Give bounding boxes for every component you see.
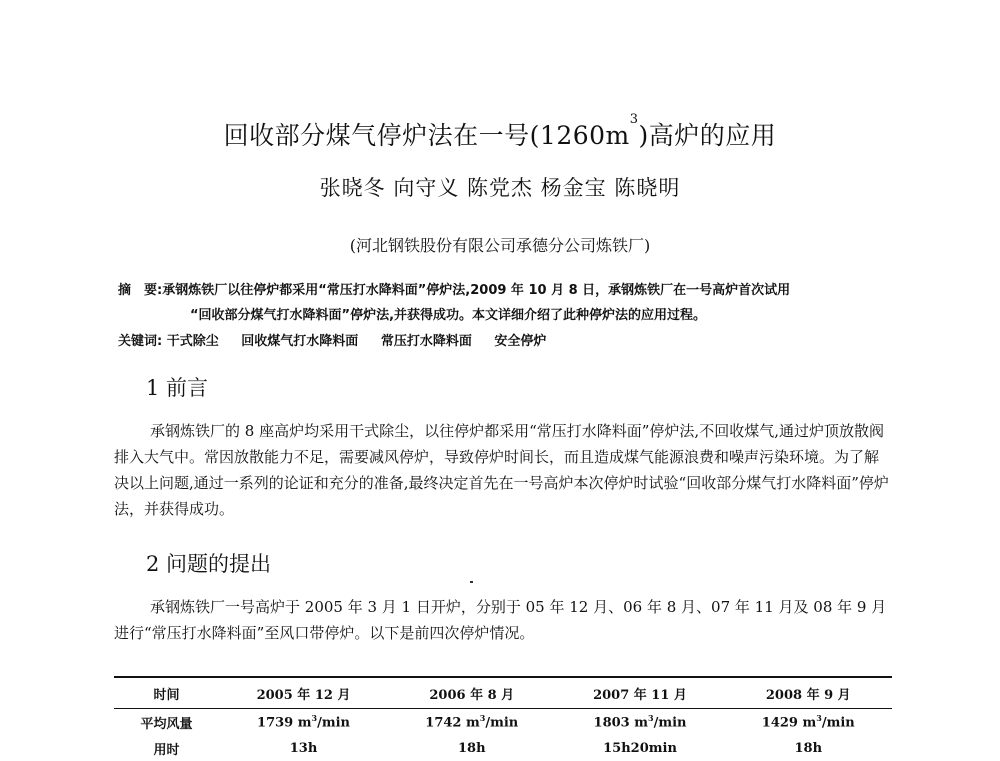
abstract-line-1: 承钢炼铁厂以往停炉都采用“常压打水降料面”停炉法,2009 年 10 月 8 日，承钢炼铁厂在一号高炉首次试用 bbox=[162, 283, 791, 298]
section-2-heading: 2 问题的提出 bbox=[146, 552, 272, 576]
keyword: 回收煤气打水降料面 bbox=[241, 334, 359, 349]
keyword: 常压打水降料面 bbox=[380, 334, 472, 349]
table-header-cell: 2006 年 8 月 bbox=[388, 677, 555, 709]
table-cell: 1429 $m^3/\min$ bbox=[761, 713, 855, 731]
table-header-cell: 2007 年 11 月 bbox=[555, 677, 724, 709]
scan-speck bbox=[470, 581, 473, 583]
table-cell: 18h bbox=[794, 740, 823, 756]
abstract-line-2: “回收部分煤气打水降料面”停炉法,并获得成功。本文详细介绍了此种停炉法的应用过程。 bbox=[190, 308, 707, 323]
table-row bbox=[114, 735, 892, 761]
table-cell: 18h bbox=[458, 740, 486, 756]
table-header-cell: 2005 年 12 月 bbox=[219, 677, 388, 709]
table-cell: 1742 $m^3/\min$ bbox=[425, 713, 519, 731]
table-cell: 1803 $m^3/\min$ bbox=[593, 713, 687, 731]
authors: 张晓冬 向守义 陈党杰 杨金宝 陈晓明 bbox=[319, 176, 681, 200]
table-header-row bbox=[114, 677, 892, 709]
keyword: 干式除尘 bbox=[166, 334, 219, 349]
section-1-heading: 1 前言 bbox=[146, 376, 209, 400]
table-header-cell: 2008 年 9 月 bbox=[725, 677, 892, 709]
table-row-label: 用时 bbox=[153, 742, 180, 758]
section-1-paragraph: 承钢炼铁厂的 8 座高炉均采用干式除尘，以往停炉都采用“常压打水降料面”停炉法,不回收煤气,通过炉顶放散阀排入大气中。常因放散能力不足，需要减风停炉，导致停炉时间长，而且造成煤气能源浪费和噪声污染环境。为了解决以上问题,通过一系列的论证和充分的准备,最终决定首先在一号高炉本次停炉时试验“回收部分煤气打水降料面”停炉法，并获得成功。 bbox=[114, 422, 889, 518]
keyword: 安全停炉 bbox=[494, 334, 547, 349]
table-cell: 1739 $m^3/\min$ bbox=[257, 713, 350, 731]
table-cell: 15h20min bbox=[603, 740, 677, 756]
table-header-cell: 时间 bbox=[114, 677, 219, 709]
section-2-paragraph: 承钢炼铁厂一号高炉于 2005 年 3 月 1 日开炉，分别于 05 年 12 月、06 年 8 月、07 年 11 月及 08 年 9 月进行“常压打水降料面”至风口带停炉。以下是前四次停炉情况。 bbox=[114, 598, 887, 642]
table-row bbox=[114, 709, 892, 736]
table-cell: 13h bbox=[289, 740, 318, 756]
keywords-label: 关键词: bbox=[118, 334, 163, 349]
paper-title: 回收部分煤气停炉法在一号$(1260m^3)$高炉的应用 bbox=[223, 112, 777, 150]
abstract bbox=[118, 278, 893, 328]
keywords bbox=[118, 330, 893, 349]
shutdown-table bbox=[114, 676, 892, 761]
abstract-label: 摘 要: bbox=[118, 283, 163, 298]
table-row-label: 平均风量 bbox=[140, 716, 193, 732]
affiliation: (河北钢铁股份有限公司承德分公司炼铁厂) bbox=[349, 236, 651, 255]
